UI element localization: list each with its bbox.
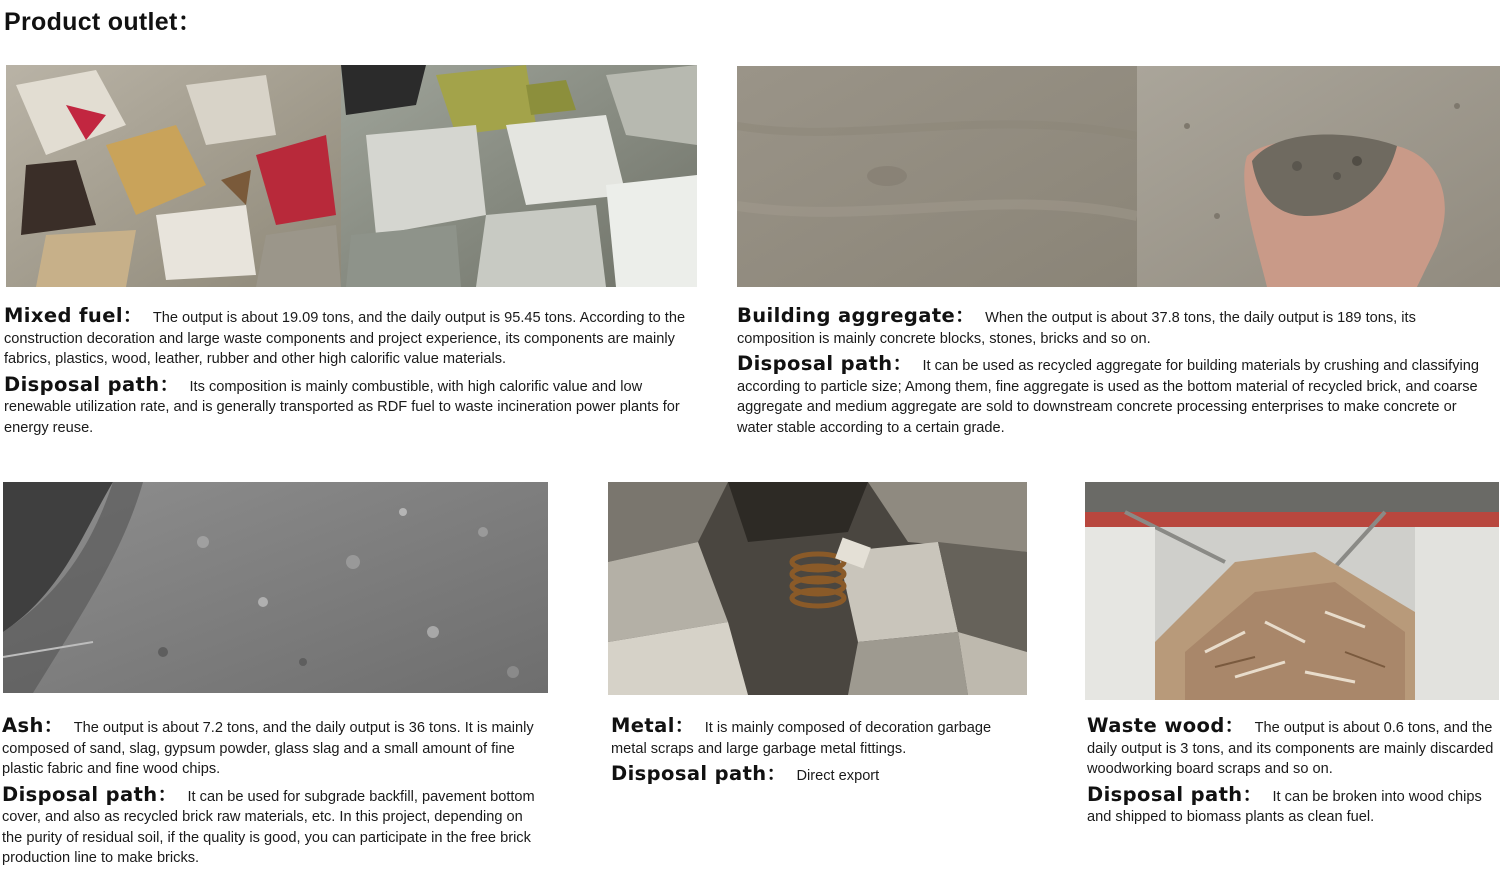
metal-description <box>611 716 1023 759</box>
waste-wood-description <box>1087 716 1499 780</box>
metal-disposal-text: Direct export <box>796 768 880 784</box>
metal-photo <box>608 482 1027 695</box>
building-aggregate-description <box>737 306 1479 349</box>
disposal-path-label: Disposal path： <box>1087 782 1263 806</box>
ash-photo <box>3 482 548 693</box>
disposal-path-label: Disposal path： <box>4 372 180 396</box>
mixed-fuel-photo <box>6 65 697 287</box>
mixed-fuel-description-text: The output is about 19.09 tons, and the daily output is 95.45 tons. According to the construction decoration and large waste components and project experience, its components are mainly fabrics, plastics, wood, leather, rubber and other high calorific value materials. <box>4 310 686 367</box>
waste-wood-label: Waste wood： <box>1087 714 1245 737</box>
building-aggregate-disposal <box>737 354 1479 438</box>
ash-description-text: The output is about 7.2 tons, and the daily output is 36 tons. It is mainly composed of sand, slag, gypsum powder, glass slag and a small amount of fine plastic fabric and fine wood chips. <box>2 720 534 777</box>
mixed-fuel-disposal <box>4 372 696 439</box>
ash-label: Ash： <box>2 714 64 737</box>
building-aggregate-disposal-text: It can be used as recycled aggregate for building materials by crushing and classifying according to particle size; Among them, fine aggregate is used as the bottom material of recycled brick, and coarse aggregate and medium aggregate are sold to downstream concrete processing enterprises to make concrete or water stable according to a certain grade. <box>737 358 1479 436</box>
waste-wood-section <box>1087 716 1499 828</box>
disposal-path-label: Disposal path： <box>611 762 787 785</box>
metal-description-text: It is mainly composed of decoration garbage metal scraps and large garbage metal fittings. <box>611 720 992 757</box>
metal-section <box>611 716 1023 787</box>
mixed-fuel-disposal-text: Its composition is mainly combustible, with high calorific value and low renewable utilization rate, and is generally transported as RDF fuel to waste incineration power plants for energy reuse. <box>4 378 680 436</box>
building-aggregate-label: Building aggregate： <box>737 304 976 327</box>
building-aggregate-section <box>737 306 1479 438</box>
metal-disposal <box>611 764 1023 787</box>
waste-wood-disposal-text: It can be broken into wood chips and shipped to biomass plants as clean fuel. <box>1087 788 1482 825</box>
disposal-path-label: Disposal path： <box>737 352 913 375</box>
ash-description <box>2 716 547 780</box>
mixed-fuel-label: Mixed fuel： <box>4 304 143 327</box>
disposal-path-label: Disposal path： <box>2 782 178 806</box>
page-title: Product outlet： <box>4 8 203 36</box>
ash-disposal <box>2 782 547 869</box>
metal-label: Metal： <box>611 714 695 737</box>
building-aggregate-description-text: When the output is about 37.8 tons, the daily output is 189 tons, its composition is mainly concrete blocks, stones, bricks and so on. <box>737 310 1416 347</box>
mixed-fuel-section <box>4 306 696 438</box>
waste-wood-photo <box>1085 482 1499 700</box>
mixed-fuel-description <box>4 306 696 370</box>
building-aggregate-photo <box>737 66 1500 287</box>
waste-wood-description-text: The output is about 0.6 tons, and the daily output is 3 tons, and its components are mainly discarded woodworking board scraps and so on. <box>1087 720 1494 777</box>
ash-disposal-text: It can be used for subgrade backfill, pavement bottom cover, and also as recycled brick raw materials, etc. In this project, depending on the purity of residual soil, if the quality is good, you can participate in the free brick production line to make bricks. <box>2 788 535 866</box>
waste-wood-disposal <box>1087 782 1499 828</box>
ash-section <box>2 716 547 869</box>
